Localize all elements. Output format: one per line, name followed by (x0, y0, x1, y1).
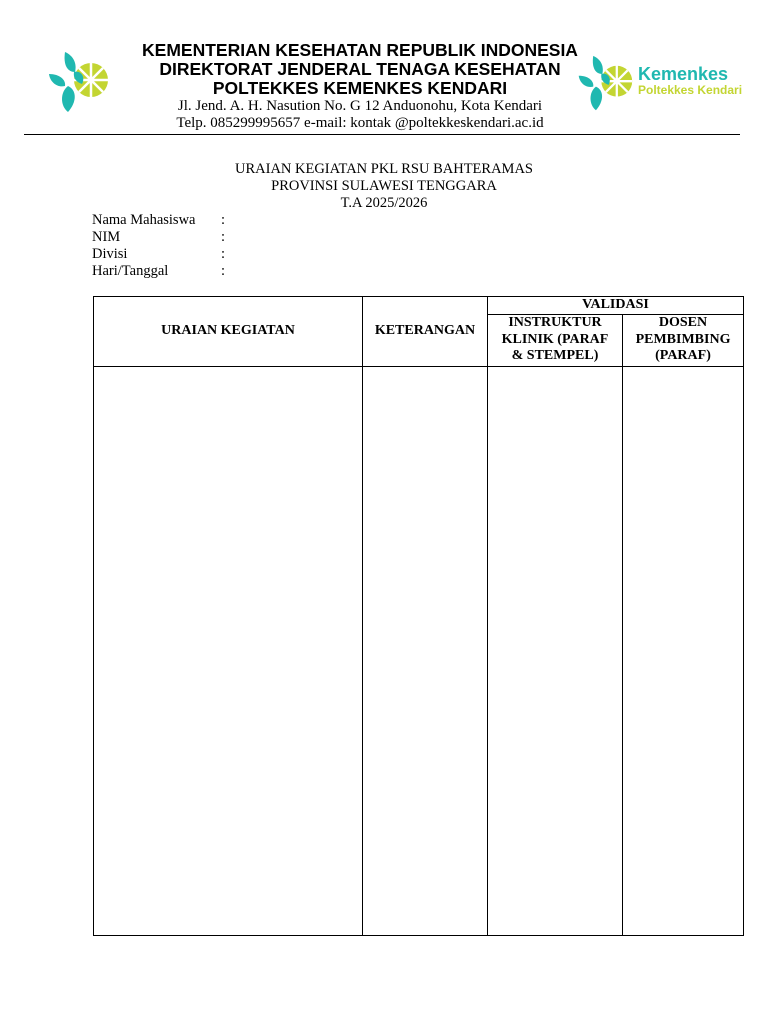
institution-name: POLTEKKES KEMENKES KENDARI (212, 78, 508, 98)
header-keterangan: KETERANGAN (363, 297, 488, 367)
field-colon: : (221, 246, 226, 262)
cell-uraian-kegiatan[interactable] (94, 366, 363, 936)
header-uraian-kegiatan: URAIAN KEGIATAN (94, 297, 363, 367)
field-colon: : (221, 263, 226, 279)
doc-title-line-1: URAIAN KEGIATAN PKL RSU BAHTERAMAS (235, 161, 533, 177)
field-label-nama: Nama Mahasiswa (92, 212, 196, 228)
doc-title-line-2: PROVINSI SULAWESI TENGGARA (271, 178, 497, 194)
address-line: Jl. Jend. A. H. Nasution No. G 12 Anduonohu, Kota Kendari (177, 98, 543, 114)
header-instruktur-klinik (488, 314, 623, 366)
header-dosen-line-2: PEMBIMBING (635, 331, 731, 347)
field-label-divisi: Divisi (92, 246, 128, 262)
brand-subname: Poltekkes Kendari (638, 83, 743, 97)
cell-keterangan[interactable] (363, 366, 488, 936)
contact-line: Telp. 085299995657 e-mail: kontak @poltekkeskendari.ac.id (176, 115, 544, 131)
field-label-hari-tanggal: Hari/Tanggal (92, 263, 169, 279)
ministry-name: KEMENTERIAN KESEHATAN REPUBLIK INDONESIA (142, 40, 578, 60)
field-label-nim: NIM (92, 229, 121, 245)
directorate-name: DIREKTORAT JENDERAL TENAGA KESEHATAN (159, 59, 561, 79)
field-colon: : (221, 229, 226, 245)
header-validasi: VALIDASI (488, 297, 744, 315)
activity-table (93, 296, 744, 936)
kemenkes-logo-right (576, 54, 634, 112)
header-dosen-line-1: DOSEN (658, 315, 708, 331)
header-dosen-pembimbing (623, 314, 744, 366)
header-instruktur-line-3: & STEMPEL) (511, 348, 599, 364)
brand-name: Kemenkes (638, 64, 729, 84)
header-dosen-line-3: (PARAF) (655, 348, 711, 364)
cell-dosen-pembimbing[interactable] (623, 366, 744, 936)
cell-instruktur-klinik[interactable] (488, 366, 623, 936)
header-instruktur-line-2: KLINIK (PARAF (501, 331, 609, 347)
header-instruktur-line-1: INSTRUKTUR (508, 315, 602, 331)
doc-title-line-3: T.A 2025/2026 (340, 195, 428, 211)
header-rule (24, 134, 740, 135)
field-colon: : (221, 212, 226, 228)
